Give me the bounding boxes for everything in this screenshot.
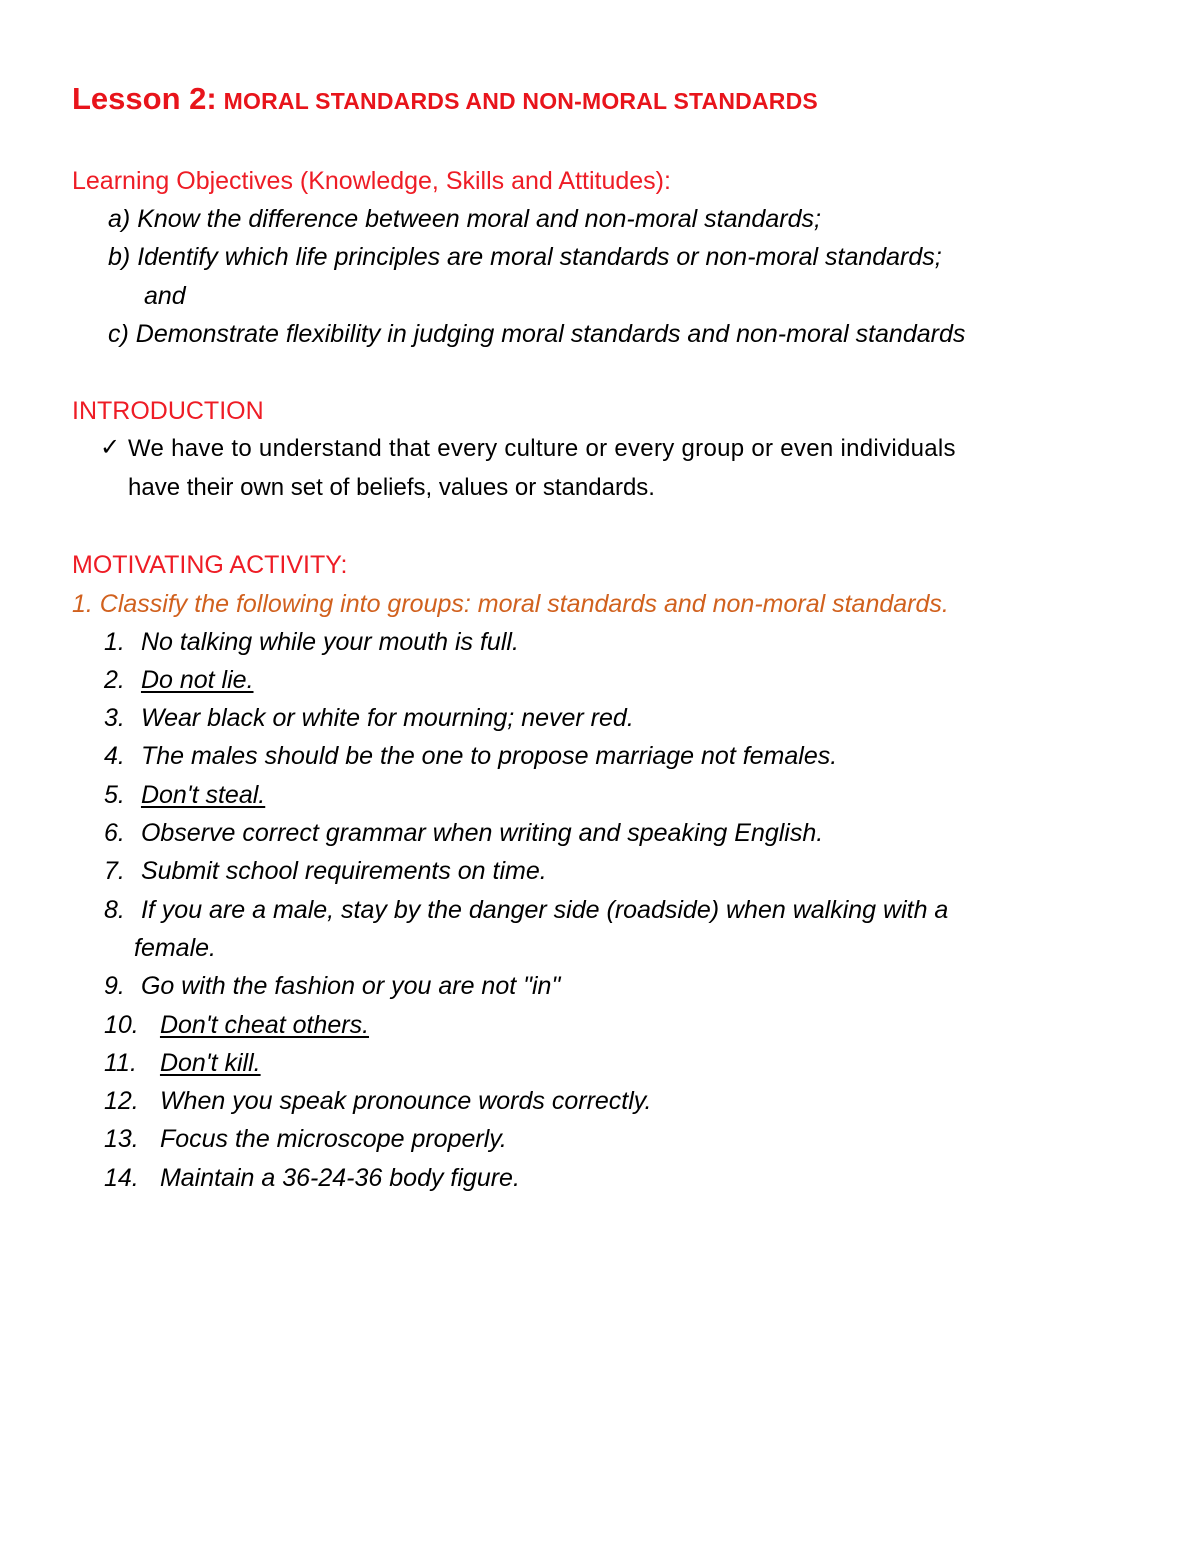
list-item: 9. Go with the fashion or you are not "in" <box>104 972 561 1000</box>
lesson-title <box>72 81 818 116</box>
activity-instruction: 1. Classify the following into groups: moral standards and non-moral standards. <box>72 590 949 618</box>
list-item: 8. If you are a male, stay by the danger side (roadside) when walking with a <box>104 896 949 924</box>
activity-heading: MOTIVATING ACTIVITY: <box>72 551 348 579</box>
list-item: 4. The males should be the one to propose marriage not females. <box>104 742 838 770</box>
list-item: 12. When you speak pronounce words correctly. <box>104 1087 652 1115</box>
objective-text: Identify which life principles are moral standards or non-moral standards; <box>137 243 942 271</box>
list-item: 11. Don't kill. <box>104 1049 261 1077</box>
objective-text: Know the difference between moral and non-moral standards; <box>137 205 821 233</box>
list-item: 6. Observe correct grammar when writing and speaking English. <box>104 819 824 847</box>
objective-item: b) Identify which life principles are moral standards or non-moral standards; <box>108 243 942 271</box>
list-item: 5. Don't steal. <box>104 781 266 809</box>
list-item: 7. Submit school requirements on time. <box>104 857 547 885</box>
list-item-continuation: female. <box>134 934 216 962</box>
introduction-heading: INTRODUCTION <box>72 397 264 425</box>
objective-continuation: and <box>144 282 186 310</box>
introduction-text-line1: We have to understand that every culture or every group or even individuals <box>128 435 956 462</box>
lesson-number: Lesson 2: <box>72 81 217 116</box>
objective-item: a) Know the difference between moral and non-moral standards; <box>108 205 821 233</box>
lesson-topic: MORAL STANDARDS AND NON-MORAL STANDARDS <box>223 88 818 114</box>
objective-text: Demonstrate flexibility in judging moral standards and non-moral standards <box>135 320 966 348</box>
list-item: 13. Focus the microscope properly. <box>104 1125 507 1153</box>
objective-item: c) Demonstrate flexibility in judging moral standards and non-moral standards <box>108 320 966 348</box>
list-item: 2. Do not lie. <box>104 666 254 694</box>
list-item: 10. Don't cheat others. <box>104 1011 370 1039</box>
introduction-text-line2: have their own set of beliefs, values or standards. <box>128 474 655 501</box>
list-item: 3. Wear black or white for mourning; never red. <box>104 704 634 732</box>
objectives-heading: Learning Objectives (Knowledge, Skills and Attitudes): <box>72 167 671 195</box>
checkmark-icon: ✓ <box>100 434 121 461</box>
list-item: 14. Maintain a 36-24-36 body figure. <box>104 1164 520 1192</box>
list-item: 1. No talking while your mouth is full. <box>104 628 519 656</box>
